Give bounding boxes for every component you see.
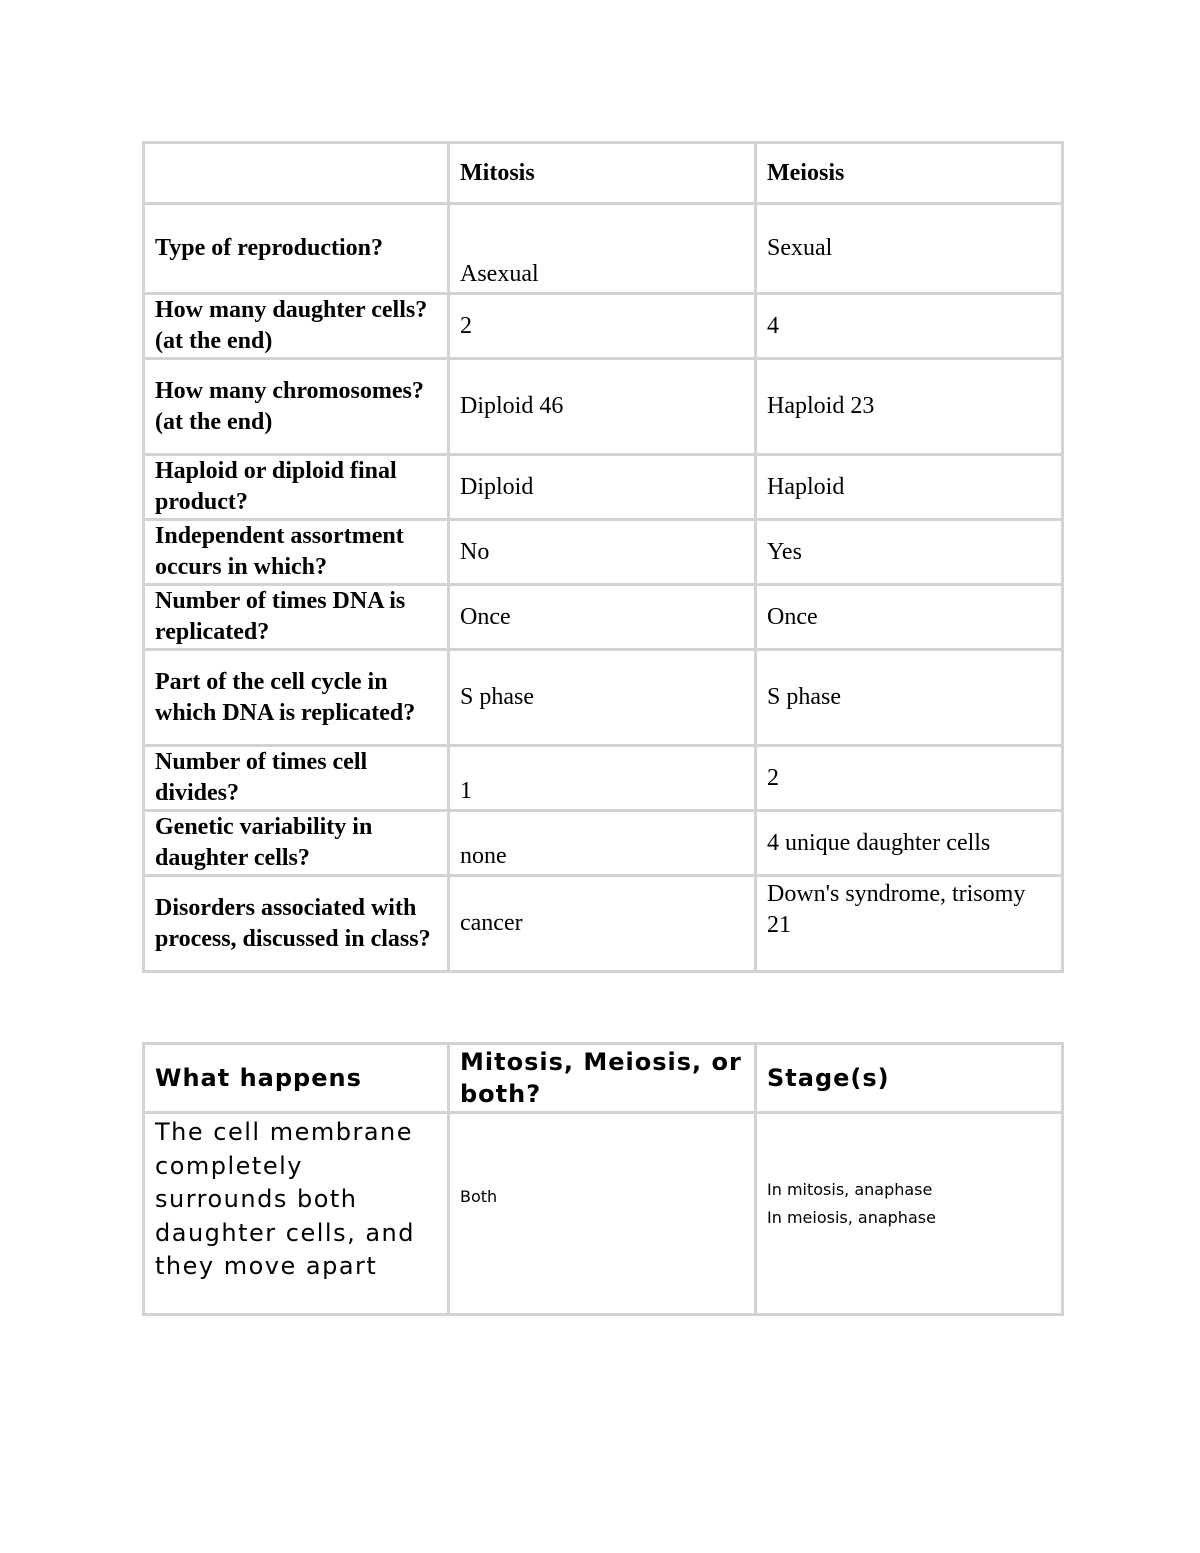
table-row <box>144 204 1063 294</box>
meiosis-cell: Yes <box>756 520 1063 585</box>
question-cell: Part of the cell cycle in which DNA is replicated? <box>144 650 449 746</box>
table-row <box>144 455 1063 520</box>
table-header-row <box>144 1044 1063 1113</box>
question-cell: Number of times cell divides? <box>144 746 449 811</box>
meiosis-cell: 4 <box>756 294 1063 359</box>
question-cell: Type of reproduction? <box>144 204 449 294</box>
table-row <box>144 585 1063 650</box>
what-happens-cell: The cell membrane completely surrounds both daughter cells, and they move apart <box>144 1113 449 1315</box>
question-cell: Number of times DNA is replicated? <box>144 585 449 650</box>
meiosis-cell: 4 unique daughter cells <box>756 811 1063 876</box>
table-row <box>144 650 1063 746</box>
which-process-cell: Both <box>449 1113 756 1315</box>
meiosis-cell: S phase <box>756 650 1063 746</box>
mitosis-cell: 1 <box>449 746 756 811</box>
question-cell: Independent assortment occurs in which? <box>144 520 449 585</box>
meiosis-cell: Down's syndrome, trisomy 21 <box>756 876 1063 972</box>
table-row <box>144 294 1063 359</box>
header-cell-what-happens: What happens <box>144 1044 449 1113</box>
meiosis-cell: Haploid 23 <box>756 359 1063 455</box>
meiosis-cell: Once <box>756 585 1063 650</box>
table-row <box>144 1113 1063 1315</box>
question-cell: How many chromosomes? (at the end) <box>144 359 449 455</box>
mitosis-cell: Once <box>449 585 756 650</box>
header-cell-blank <box>144 143 449 204</box>
table-row <box>144 746 1063 811</box>
what-happens-table <box>142 1042 1064 1316</box>
stage-line-mitosis: In mitosis, anaphase <box>767 1179 933 1199</box>
header-cell-stages: Stage(s) <box>756 1044 1063 1113</box>
question-cell: Genetic variability in daughter cells? <box>144 811 449 876</box>
question-cell: Haploid or diploid final product? <box>144 455 449 520</box>
meiosis-cell: Haploid <box>756 455 1063 520</box>
mitosis-cell: Diploid <box>449 455 756 520</box>
mitosis-cell: Asexual <box>449 204 756 294</box>
mitosis-cell: cancer <box>449 876 756 972</box>
meiosis-cell: 2 <box>756 746 1063 811</box>
mitosis-cell: Diploid 46 <box>449 359 756 455</box>
mitosis-cell: No <box>449 520 756 585</box>
header-cell-meiosis: Meiosis <box>756 143 1063 204</box>
mitosis-cell: none <box>449 811 756 876</box>
question-cell: How many daughter cells? (at the end) <box>144 294 449 359</box>
table-header-row <box>144 143 1063 204</box>
table-row <box>144 811 1063 876</box>
mitosis-cell: S phase <box>449 650 756 746</box>
question-cell: Disorders associated with process, discussed in class? <box>144 876 449 972</box>
table-row <box>144 359 1063 455</box>
stage-line-meiosis: In meiosis, anaphase <box>767 1207 936 1227</box>
header-cell-which-process: Mitosis, Meiosis, or both? <box>449 1044 756 1113</box>
stages-cell <box>756 1113 1063 1315</box>
meiosis-cell: Sexual <box>756 204 1063 294</box>
header-cell-mitosis: Mitosis <box>449 143 756 204</box>
table-row <box>144 876 1063 972</box>
comparison-table <box>142 141 1064 973</box>
mitosis-cell: 2 <box>449 294 756 359</box>
table-row <box>144 520 1063 585</box>
